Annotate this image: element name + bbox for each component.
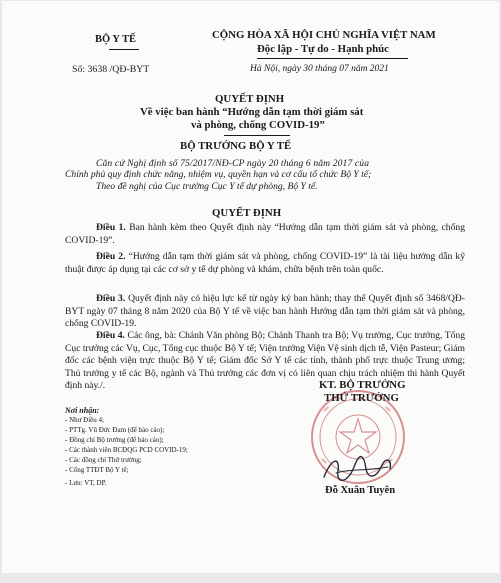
- basis-line1: Căn cứ Nghị định số 75/2017/NĐ-CP ngày 20 tháng 6 năm 2017 của: [96, 158, 370, 169]
- article-3-label: Điều 3.: [96, 293, 126, 304]
- ministry-name: BỘ Y TẾ: [95, 34, 137, 45]
- article-2-text: “Hướng dẫn tạm thời giám sát và phòng, chống COVID-19” là tài liệu hướng dẫn kỹ thuật được áp dụng tại các cơ sở y tế dự phòng và khám, chữa bệnh trên toàn quốc.: [65, 251, 465, 275]
- document-subject-line2: và phòng, chống COVID-19”: [191, 119, 325, 131]
- handwritten-signature: [318, 449, 398, 489]
- recipients-title: Nơi nhận:: [65, 406, 100, 415]
- ministry-underline: [109, 49, 139, 50]
- issuer-heading: BỘ TRƯỞNG BỘ Y TẾ: [180, 140, 292, 152]
- article-4-label: Điều 4.: [96, 330, 125, 341]
- recipient-item: - Cổng TTĐT Bộ Y tế;: [65, 466, 129, 474]
- article-4-text: Các ông, bà: Chánh Văn phòng Bộ; Chánh Thanh tra Bộ; Vụ trưởng, Cục trưởng, Tổng Cục trưởng các Vụ, Cục, Tổng cục thuộc Bộ Y tế; Viện trưởng Viện Vệ sinh dịch tễ, Viện Pasteur; Giám đốc các bệnh viện trực thuộc Bộ Y tế; Giám đốc Sở Y tế các tỉnh, thành phố trực thuộc Trung ương; Thủ trưởng y tế các Bộ, ngành và Thủ trưởng các đơn vị có liên quan chịu trách nhiệm thi hành Quyết định này./.: [65, 330, 466, 391]
- subject-underline: [224, 135, 290, 136]
- recipient-item: - Đồng chí Bộ trưởng (để báo cáo);: [65, 436, 164, 444]
- article-2: [65, 251, 465, 276]
- document-type-heading: QUYẾT ĐỊNH: [215, 93, 285, 105]
- article-3: [65, 293, 465, 331]
- article-3-text: Quyết định này có hiệu lực kể từ ngày ký ban hành; thay thế Quyết định số 3468/QĐ-BYT ngày 07 tháng 8 năm 2020 của Bộ Y tế về việc ban hành Hướng dẫn tạm thời giám sát và phòng, chống COVID-19.: [65, 293, 465, 329]
- document-page: [2, 1, 499, 573]
- republic-name: CỘNG HÒA XÃ HỘI CHỦ NGHĨA VIỆT NAM: [212, 29, 436, 41]
- article-1-text: Ban hành kèm theo Quyết định này “Hướng dẫn tạm thời giám sát và phòng, chống COVID-19”.: [65, 222, 465, 246]
- recipient-item: - Các thành viên BCĐQG PCD COVID-19;: [65, 446, 188, 454]
- article-1: [65, 222, 465, 247]
- signer-name: Đỗ Xuân Tuyên: [325, 485, 396, 496]
- signer-role-secondary: THỨ TRƯỞNG: [324, 392, 399, 404]
- recipient-item: - Lưu: VT, DP.: [65, 479, 107, 487]
- article-1-label: Điều 1.: [96, 222, 126, 233]
- signer-role-primary: KT. BỘ TRƯỞNG: [319, 379, 406, 391]
- basis-line3: Theo đề nghị của Cục trưởng Cục Y tế dự phòng, Bộ Y tế.: [96, 181, 318, 192]
- article-2-label: Điều 2.: [96, 251, 126, 262]
- recipient-item: - Các đồng chí Thứ trưởng;: [65, 456, 142, 464]
- basis-line2: Chính phủ quy định chức năng, nhiệm vụ, quyền hạn và cơ cấu tổ chức Bộ Y tế;: [65, 169, 372, 180]
- document-subject-line1: Về việc ban hành “Hướng dẫn tạm thời giám sát: [140, 106, 364, 118]
- recipient-item: - PTTg. Vũ Đức Đam (để báo cáo);: [65, 426, 165, 434]
- recipient-item: - Như Điều 4;: [65, 416, 104, 424]
- national-motto: Độc lập - Tự do - Hạnh phúc: [257, 43, 389, 55]
- place-date: Hà Nội, ngày 30 tháng 07 năm 2021: [250, 64, 389, 74]
- document-number: Số: 3638 /QĐ-BYT: [72, 64, 150, 75]
- decision-heading: QUYẾT ĐỊNH: [212, 207, 282, 219]
- motto-underline: [257, 58, 408, 59]
